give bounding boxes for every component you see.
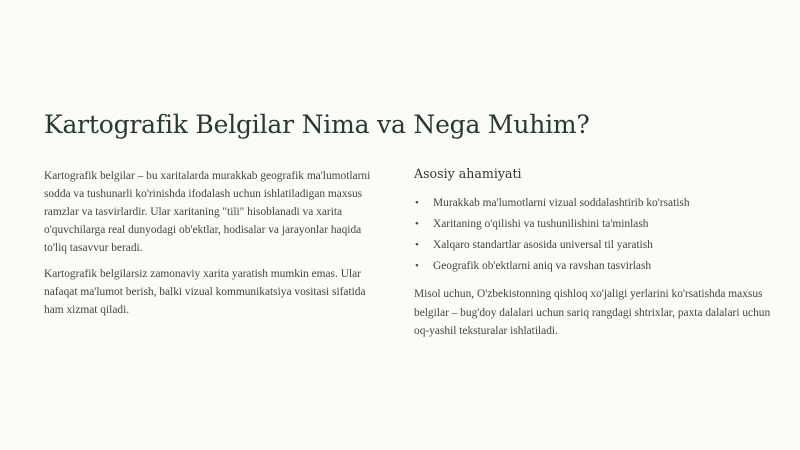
intro-paragraph-2: Kartografik belgilarsiz zamonaviy xarita yaratish mumkin emas. Ular nafaqat ma'lumot berish, balki vizual kommunikatsiya vositasi sifatida ham xizmat qiladi.	[44, 268, 366, 316]
list-item-text: Geografik ob'ektlarni aniq va ravshan tasvirlash	[433, 260, 652, 272]
bullet-icon: •	[415, 239, 419, 251]
bullet-icon: •	[415, 197, 419, 209]
bullet-icon: •	[415, 218, 419, 230]
intro-paragraph-1: Kartografik belgilar – bu xaritalarda murakkab geografik ma'lumotlarni sodda va tushunarli ko'rinishda ifodalash uchun ishlatiladigan maxsus ramzlar va tasvirlardir. Ular xaritaning "tili" hisoblanadi va xarita o'quvchilarga real dunyodagi ob'ektlar, hodisalar va jarayonlar haqida to'liq tasavvur beradi.	[44, 170, 371, 254]
bullet-icon: •	[415, 260, 419, 272]
importance-heading: Asosiy ahamiyati	[414, 166, 522, 181]
list-item	[414, 214, 774, 235]
list-item	[414, 235, 774, 256]
importance-column	[414, 163, 774, 341]
slide-title: Kartografik Belgilar Nima va Nega Muhim?	[44, 110, 590, 139]
list-item-text: Murakkab ma'lumotlarni vizual soddalashtirib ko'rsatish	[433, 197, 690, 209]
example-paragraph: Misol uchun, O'zbekistonning qishloq xo'jaligi yerlarini ko'rsatishda maxsus belgilar – bug'doy dalalari uchun sariq rangdagi shtrixlar, paxta dalalari uchun oq-yashil teksturalar ishlatiladi.	[414, 288, 771, 337]
list-item-text: Xaritaning o'qilishi va tushunilishini ta'minlash	[433, 218, 649, 230]
list-item	[414, 193, 774, 214]
list-item-text: Xalqaro standartlar asosida universal til yaratish	[433, 239, 653, 251]
importance-list	[414, 193, 774, 277]
list-item	[414, 256, 774, 277]
intro-column	[44, 167, 384, 327]
